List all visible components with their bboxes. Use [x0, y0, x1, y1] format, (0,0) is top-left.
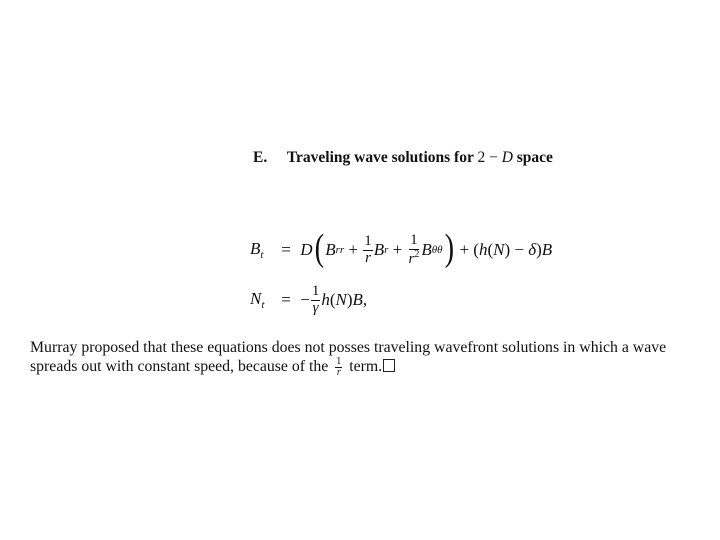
section-title-math: 2 − D: [477, 149, 513, 166]
paragraph-line-2: spreads out with constant speed, because of the: [30, 358, 329, 376]
paragraph-line-1: Murray proposed that these equations does not posses traveling wavefront solutions in which a wave: [30, 339, 667, 356]
section-heading: [253, 149, 553, 167]
qed-box-icon: [383, 359, 395, 372]
inline-fraction: $\frac{1}{r}$: [336, 356, 342, 378]
body-paragraph: [30, 338, 710, 378]
paragraph-line-2-end: term.: [349, 358, 383, 376]
section-number: E.: [253, 149, 268, 166]
section-title-end: space: [516, 149, 553, 166]
equation-bt: $B_t$ = D ( B rr + $\frac{1}{r}$ B r + $\frac{1}{r^2}$ B θθ ) + (h(N) − δ)B: [250, 227, 553, 269]
section-title: Traveling wave solutions for: [286, 149, 474, 166]
equation-nt: $N_t$ = − $\frac{1}{\gamma}$ h(N)B,: [250, 282, 368, 316]
